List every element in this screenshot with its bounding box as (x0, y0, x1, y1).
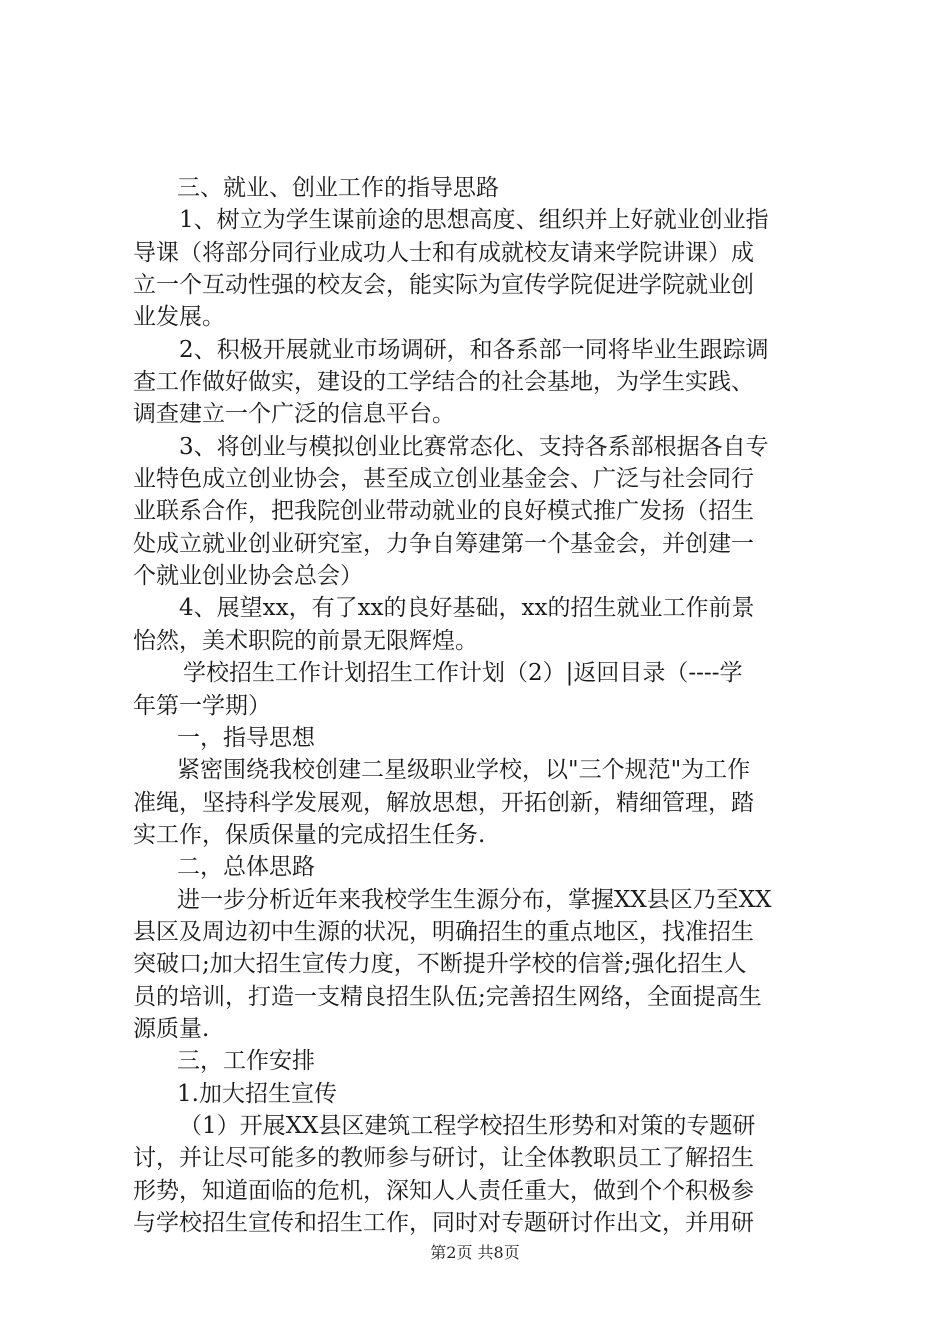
paragraph-line: 处成立就业创业研究室，力争自筹建第一个基金会，并创建一 (133, 530, 754, 557)
paragraph-line: 员的培训，打造一支精良招生队伍;完善招生网络，全面提高生 (133, 983, 762, 1010)
paragraph-line: 准绳，坚持科学发展观，解放思想，开拓创新，精细管理，踏 (133, 789, 754, 816)
paragraph-line: 1、树立为学生谋前途的思想高度、组织并上好就业创业指 (179, 207, 769, 234)
section-heading: 三，工作安排 (177, 1048, 315, 1075)
document-body (133, 172, 825, 1239)
section-heading: 二，总体思路 (177, 854, 315, 881)
paragraph-line: 查工作做好做实，建设的工学结合的社会基地，为学生实践、 (133, 369, 754, 396)
paragraph-line: 怡然，美术职院的前景无限辉煌。 (133, 627, 478, 654)
paragraph-line: 形势，知道面临的危机，深知人人责任重大，做到个个积极参 (133, 1177, 754, 1204)
section-title: 学校招生工作计划招生工作计划（2）|返回目录（----学 (183, 660, 743, 687)
section-heading: 三、就业、创业工作的指导思路 (177, 175, 499, 201)
paragraph-line: 实工作，保质保量的完成招生任务. (133, 821, 486, 848)
paragraph-line: 进一步分析近年来我校学生生源分布，掌握XX县区乃至XX (177, 886, 772, 913)
paragraph-line: 紧密围绕我校创建二星级职业学校，以"三个规范"为工作 (177, 757, 751, 784)
paragraph-line: 业联系合作，把我院创业带动就业的良好模式推广发扬（招生 (133, 498, 754, 525)
paragraph-line: 导课（将部分同行业成功人士和有成就校友请来学院讲课）成 (133, 239, 754, 266)
paragraph-line: 2、积极开展就业市场调研，和各系部一同将毕业生跟踪调 (179, 336, 769, 363)
paragraph-line: 4、展望xx，有了xx的良好基础，xx的招生就业工作前景 (179, 595, 755, 622)
paragraph-line: （1）开展XX县区建筑工程学校招生形势和对策的专题研 (179, 1112, 756, 1139)
paragraph-line: 业发展。 (133, 304, 225, 331)
paragraph-line: 立一个互动性强的校友会，能实际为宣传学院促进学院就业创 (133, 272, 754, 299)
section-title: 年第一学期） (133, 692, 271, 719)
page-number-footer: 第2页 共8页 (430, 1243, 520, 1262)
paragraph-line: 调查建立一个广泛的信息平台。 (133, 401, 455, 428)
subsection-heading: 1.加大招生宣传 (177, 1080, 337, 1107)
paragraph-line: 县区及周边初中生源的状况，明确招生的重点地区，找准招生 (133, 918, 754, 945)
section-heading: 一，指导思想 (177, 724, 315, 751)
paragraph-line: 3、将创业与模拟创业比赛常态化、支持各系部根据各自专 (179, 433, 769, 460)
paragraph-line: 个就业创业协会总会） (133, 563, 363, 590)
paragraph-line: 源质量. (133, 1015, 210, 1042)
paragraph-line: 与学校招生宣传和招生工作，同时对专题研讨作出文，并用研 (133, 1210, 754, 1236)
paragraph-line: 突破口;加大招生宣传力度，不断提升学校的信誉;强化招生人 (133, 951, 747, 978)
paragraph-line: 讨，并让尽可能多的教师参与研讨，让全体教职员工了解招生 (133, 1145, 754, 1172)
paragraph-line: 业特色成立创业协会，甚至成立创业基金会、广泛与社会同行 (133, 466, 754, 493)
